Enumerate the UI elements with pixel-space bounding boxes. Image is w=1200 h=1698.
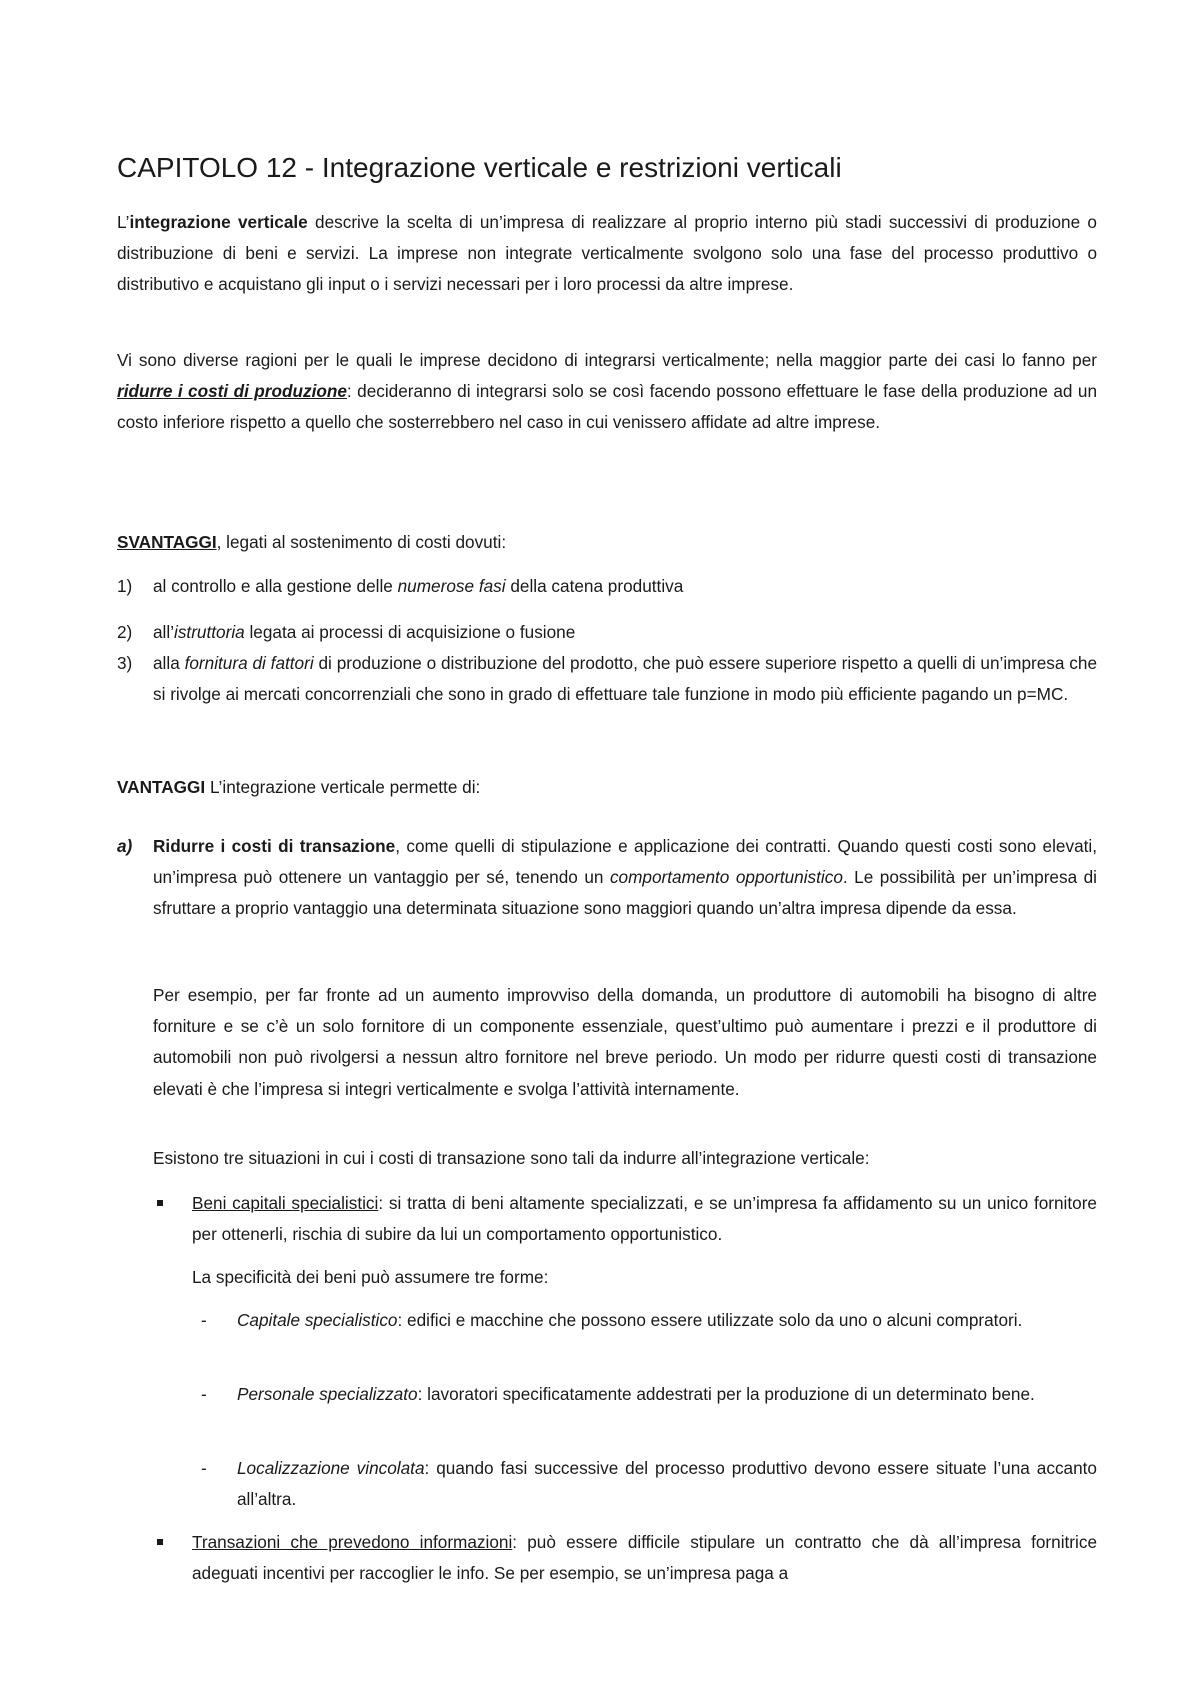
list-marker-1: 1) (117, 576, 133, 596)
item-emphasis: Capitale specialistico (237, 1310, 398, 1330)
item-emphasis: numerose fasi (397, 576, 506, 596)
item-emphasis: Localizzazione vincolata (237, 1458, 425, 1478)
item-text: della catena produttiva (505, 576, 684, 596)
bullet-square-icon (157, 1539, 163, 1545)
term-transazioni-informazioni: Transazioni che prevedono informazioni (192, 1532, 513, 1552)
intro-lead: L’ (117, 212, 130, 232)
intro2-text-b: : decideranno di integrarsi solo se così facendo possono effettuare le fase della produzione ad un costo inferiore rispetto a quello che sosterrebbero nel caso in cui venissero affidate ad altre imprese. (117, 381, 1097, 433)
svantaggi-item-2 (153, 617, 1097, 648)
term-integrazione-verticale: integrazione verticale (129, 212, 308, 232)
item-text: : lavoratori specificatamente addestrati per la produzione di un determinato bene. (417, 1384, 1035, 1404)
item-text: al controllo e alla gestione delle (153, 576, 398, 596)
form-personale (237, 1379, 1097, 1410)
svantaggi-label: SVANTAGGI (117, 532, 217, 552)
dash-marker: - (201, 1310, 207, 1330)
item-text: alla (153, 653, 185, 673)
situations-paragraph: Esistono tre situazioni in cui i costi di transazione sono tali da indurre all’integrazione verticale: (153, 1148, 870, 1168)
vantaggi-item-a (153, 831, 1097, 925)
item-emphasis: comportamento opportunistico (609, 867, 843, 888)
item-text: : quando fasi successive del processo produttivo devono essere situate l’una accanto all’altra. (237, 1458, 1097, 1510)
vantaggi-label: VANTAGGI (117, 777, 206, 797)
intro-paragraph-1 (117, 207, 1097, 301)
item-emphasis: fornitura di fattori (184, 653, 314, 673)
vantaggi-heading-text: L’integrazione verticale permette di: (205, 777, 481, 797)
list-marker-3: 3) (117, 653, 133, 673)
form-localizzazione (237, 1453, 1097, 1515)
term-costi-transazione: Ridurre i costi di transazione (153, 836, 396, 856)
bullet-transazioni (192, 1527, 1097, 1589)
item-text: : può essere difficile stipulare un contratto che dà all’impresa fornitrice adeguati incentivi per raccoglier le info. Se per esempio, se un’impresa paga a (192, 1532, 1097, 1584)
svantaggi-item-3 (153, 648, 1097, 710)
item-text: di produzione o distribuzione del prodotto, che può essere superiore rispetto a quelli di un’impresa che si rivolge ai mercati concorrenziali che sono in grado di effettuare tale funzione in modo più efficiente pagando un p=MC. (153, 653, 1098, 705)
item-text: legata ai processi di acquisizione o fusione (244, 622, 576, 642)
vantaggi-heading (117, 772, 1097, 803)
example-paragraph: Per esempio, per far fronte ad un aumento improvviso della domanda, un produttore di automobili ha bisogno di altre forniture e se c’è un solo fornitore di un componente essenziale, quest’ultimo può aumentare i prezzi e il produttore di automobili non può rivolgersi a nessun altro fornitore nel breve periodo. Un modo per ridurre questi costi di transazione elevati è che l’impresa si integri verticalmente e svolga l’attività internamente. (153, 985, 1097, 1099)
list-marker-a: a) (117, 836, 133, 856)
item-text: all’ (153, 622, 175, 642)
bullet-beni-capitali (192, 1188, 1097, 1250)
item-emphasis: istruttoria (174, 622, 245, 642)
list-marker-2: 2) (117, 622, 133, 642)
chapter-title: CAPITOLO 12 - Integrazione verticale e restrizioni verticali (117, 152, 842, 183)
item-text: , come quelli di stipulazione e applicazione dei contratti. Quando questi costi sono elevati, un’impresa può ottenere un vantaggio per sé, tenendo un (153, 836, 1097, 888)
dash-marker: - (201, 1458, 207, 1478)
term-beni-capitali: Beni capitali specialistici (192, 1193, 379, 1213)
svantaggi-item-1 (153, 571, 1097, 602)
form-capitale (237, 1305, 1097, 1336)
item-text: . Le possibilità per un’impresa di sfruttare a proprio vantaggio una determinata situazione sono maggiori quando un’altra impresa dipende da essa. (153, 867, 1098, 919)
item-text: : edifici e macchine che possono essere utilizzate solo da uno o alcuni compratori. (397, 1310, 1023, 1330)
dash-marker: - (201, 1384, 207, 1404)
emphasis-ridurre-costi: ridurre i costi di produzione (117, 381, 347, 402)
intro-text: descrive la scelta di un’impresa di realizzare al proprio interno più stadi successivi di produzione o distribuzione di beni e servizi. La imprese non integrate verticalmente svolgono solo una fase del processo produttivo o distributivo e acquistano gli input o i servizi necessari per i loro processi da altre imprese. (117, 212, 1097, 295)
specificity-paragraph: La specificità dei beni può assumere tre forme: (192, 1267, 549, 1287)
intro-paragraph-2 (117, 345, 1097, 439)
item-text: : si tratta di beni altamente specializzati, e se un’impresa fa affidamento su un unico fornitore per ottenerli, rischia di subire da lui un comportamento opportunistico. (192, 1193, 1097, 1245)
bullet-square-icon (157, 1200, 163, 1206)
svantaggi-heading (117, 527, 1097, 558)
svantaggi-heading-text: , legati al sostenimento di costi dovuti: (216, 532, 507, 552)
item-emphasis: Personale specializzato (237, 1384, 418, 1404)
intro2-text-a: Vi sono diverse ragioni per le quali le imprese decidono di integrarsi verticalmente; nella maggior parte dei casi lo fanno per (117, 350, 1097, 370)
